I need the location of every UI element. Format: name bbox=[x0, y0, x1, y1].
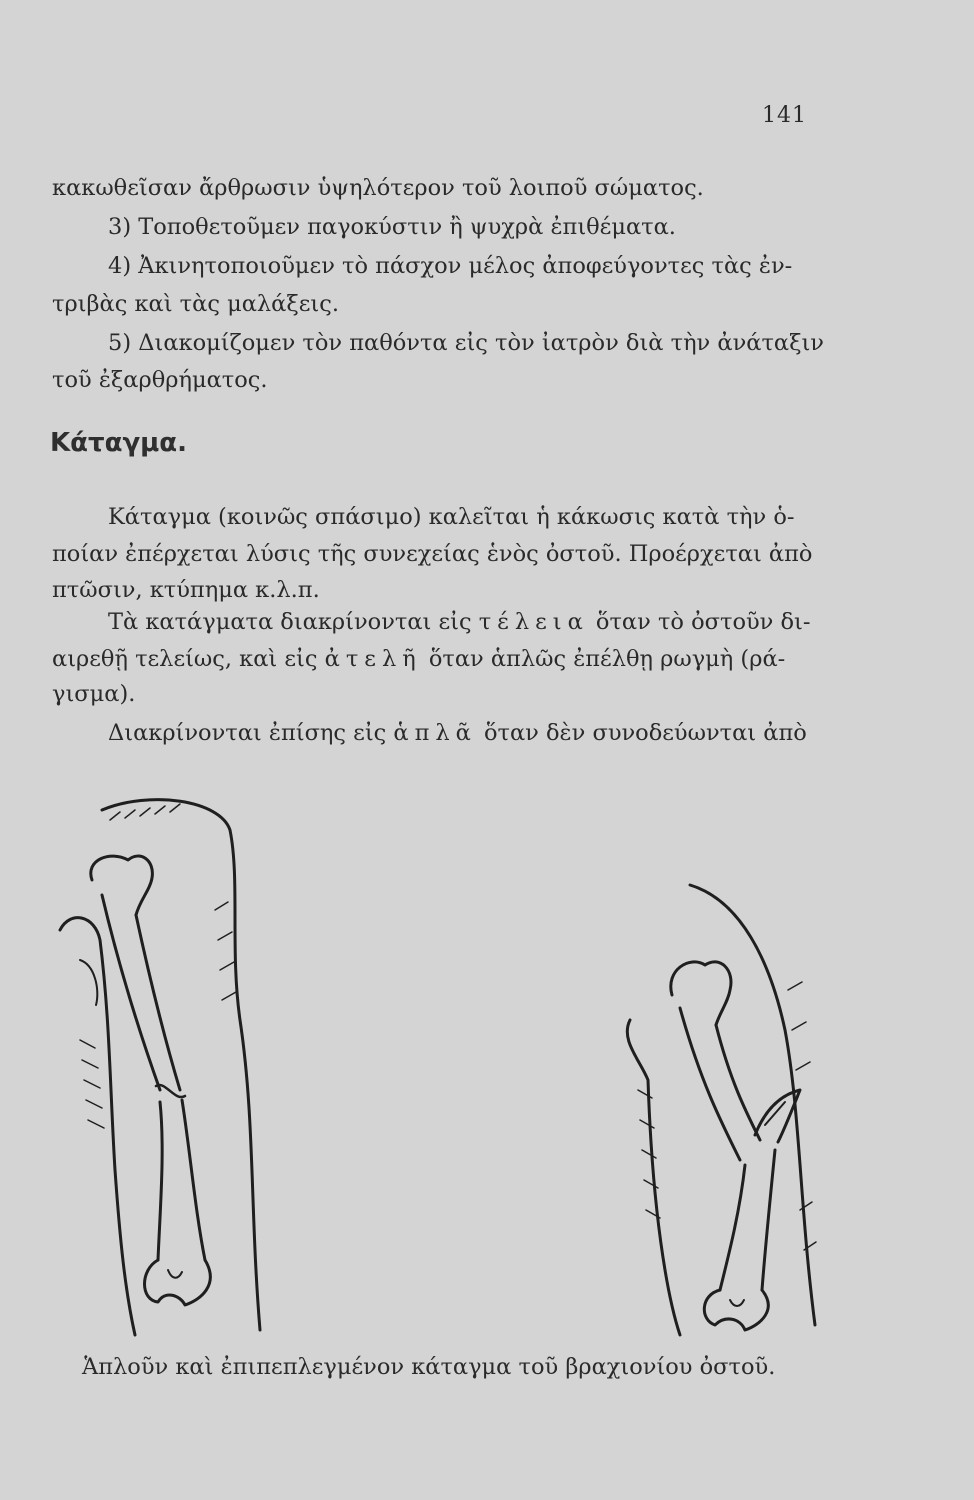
text-run: ὅταν δὲν συνοδεύωνται ἀπὸ bbox=[476, 720, 807, 746]
paragraph-line: πτῶσιν, κτύπημα κ.λ.π. bbox=[52, 577, 320, 603]
spaced-term: τέλεια bbox=[478, 609, 589, 635]
text-run: αιρεθῇ τελείως, καὶ εἰς bbox=[52, 646, 325, 672]
text-line: τοῦ ἐξαρθρήματος. bbox=[52, 367, 268, 393]
fracture-illustration bbox=[40, 790, 940, 1350]
text-line: τριβὰς καὶ τὰς μαλάξεις. bbox=[52, 291, 339, 317]
text-run: Διακρίνονται ἐπίσης εἰς bbox=[108, 720, 394, 746]
paragraph-line bbox=[108, 715, 868, 751]
list-item-4: 4) Ἀκινητοποιοῦμεν τὸ πάσχον μέλος ἀποφεύγοντες τὰς ἐν- bbox=[108, 253, 793, 279]
figure-caption: Ἁπλοῦν καὶ ἐπιπεπλεγμένον κάταγμα τοῦ βραχιονίου ὀστοῦ. bbox=[82, 1354, 776, 1380]
simple-fracture-drawing bbox=[60, 800, 260, 1335]
list-item-5: 5) Διακομίζομεν τὸν παθόντα εἰς τὸν ἰατρὸν διὰ τὴν ἀνάταξιν bbox=[108, 330, 824, 356]
paragraph-line bbox=[52, 641, 812, 677]
text-line: κακωθεῖσαν ἄρθρωσιν ὑψηλότερον τοῦ λοιποῦ σώματος. bbox=[52, 175, 704, 201]
paragraph-line bbox=[108, 604, 868, 640]
text-run: ὅταν τὸ ὀστοῦν δι- bbox=[588, 609, 811, 635]
text-run: ὅταν ἁπλῶς ἐπέλθῃ ρωγμὴ (ρά- bbox=[421, 646, 786, 672]
paragraph-line: Κάταγμα (κοινῶς σπάσιμο) καλεῖται ἡ κάκωσις κατὰ τὴν ὁ- bbox=[108, 504, 795, 530]
page-number: 141 bbox=[762, 103, 807, 128]
spaced-term: ἁπλᾶ bbox=[393, 720, 477, 746]
list-item-3: 3) Τοποθετοῦμεν παγοκύστιν ἢ ψυχρὰ ἐπιθέματα. bbox=[108, 214, 676, 240]
section-heading: Κάταγμα. bbox=[50, 428, 188, 458]
paragraph-line: γισμα). bbox=[52, 681, 136, 707]
paragraph-line: ποίαν ἐπέρχεται λύσις τῆς συνεχείας ἑνὸς ὀστοῦ. Προέρχεται ἀπὸ bbox=[52, 541, 813, 567]
spaced-term: ἀτελῆ bbox=[324, 646, 422, 672]
text-run: Τὰ κατάγματα διακρίνονται εἰς bbox=[108, 609, 479, 635]
compound-fracture-drawing bbox=[627, 885, 816, 1335]
